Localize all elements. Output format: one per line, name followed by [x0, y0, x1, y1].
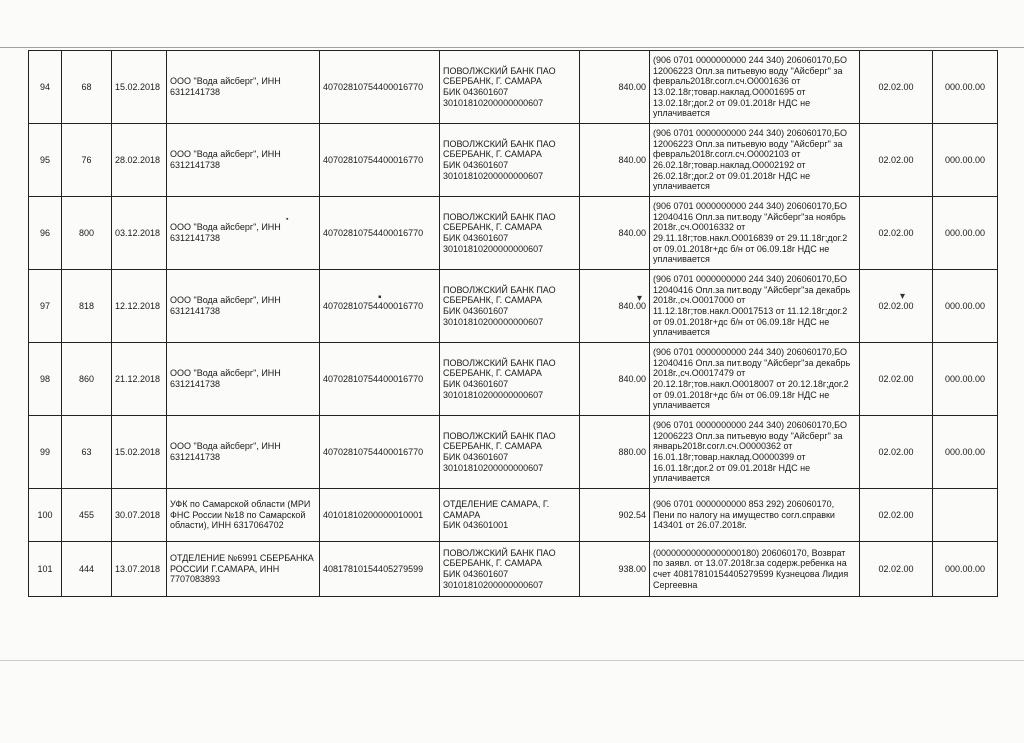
- payment-date: 21.12.2018: [112, 343, 167, 416]
- bank-corr-account: 30101810200000000607: [443, 170, 544, 181]
- bank-details: [440, 124, 580, 197]
- table-row: [29, 51, 998, 124]
- bank-details: [440, 270, 580, 343]
- row-number: 96: [29, 197, 62, 270]
- payment-purpose: (00000000000000000180) 206060170, Возврат по заявл. от 13.07.2018г.за содерж.ребенка на счет 40817810154405279599 Кузнецова Лидия Сергеевна: [650, 542, 860, 597]
- bank-details: [440, 343, 580, 416]
- bank-bik: БИК 043601607: [443, 87, 509, 97]
- payee-account: 40817810154405279599: [320, 542, 440, 597]
- table-row: [29, 124, 998, 197]
- bank-bik: БИК 043601607: [443, 569, 509, 579]
- payment-register-table: [28, 50, 998, 597]
- payment-purpose: (906 0701 0000000000 244 340) 206060170,БО 12040416 Опл.за пит.воду "Айсберг"за ноябрь 2018г.,сч.О0016332 от 29.11.18г;тов.накл.О0016839 от 29.11.18г;дог.2 от 09.01.2018г+дс б/н от 06.09.18г НДС не уплачивается: [650, 197, 860, 270]
- bank-details: [440, 489, 580, 542]
- row-number: 98: [29, 343, 62, 416]
- payee-account: 40702810754400016770: [320, 197, 440, 270]
- table-row: [29, 270, 998, 343]
- table-row: [29, 197, 998, 270]
- payment-purpose: (906 0701 0000000000 244 340) 206060170,БО 12006223 Опл.за питьевую воду "Айсберг" за февраль2018г.согл.сч.О0002103 от 26.02.18г;товар.наклад.О0002192 от 26.02.18г;дог.2 от 09.01.2018г НДС не уплачивается: [650, 124, 860, 197]
- bank-name: ПОВОЛЖСКИЙ БАНК ПАО: [443, 65, 556, 76]
- bank-city: СБЕРБАНК, Г. САМАРА: [443, 295, 542, 306]
- scan-speck: ▪: [286, 216, 289, 223]
- payee: ООО "Вода айсберг", ИНН 6312141738: [167, 51, 320, 124]
- scan-edge-line: [0, 660, 1024, 661]
- return-code: 000.00.00: [933, 124, 998, 197]
- payment-date: 03.12.2018: [112, 197, 167, 270]
- scan-edge-line: [0, 47, 1024, 48]
- payee: ООО "Вода айсберг", ИНН 6312141738: [167, 197, 320, 270]
- bank-corr-account: 30101810200000000607: [443, 462, 544, 473]
- document-number: 800: [62, 197, 112, 270]
- row-number: 100: [29, 489, 62, 542]
- return-code: 000.00.00: [933, 542, 998, 597]
- payment-date: 12.12.2018: [112, 270, 167, 343]
- bank-name: ОТДЕЛЕНИЕ САМАРА, Г.: [443, 499, 550, 510]
- payee-account: 40702810754400016770: [320, 51, 440, 124]
- bank-bik: БИК 043601607: [443, 452, 509, 462]
- bank-corr-account: 30101810200000000607: [443, 243, 544, 254]
- bank-bik: БИК 043601607: [443, 379, 509, 389]
- row-number: 99: [29, 416, 62, 489]
- payee-account: 40702810754400016770: [320, 343, 440, 416]
- payment-date: 15.02.2018: [112, 416, 167, 489]
- bank-details: [440, 51, 580, 124]
- bank-details: [440, 416, 580, 489]
- payee-account: 40702810754400016770: [320, 124, 440, 197]
- bank-name: ПОВОЛЖСКИЙ БАНК ПАО: [443, 357, 556, 368]
- payee: УФК по Самарской области (МРИ ФНС России №18 по Самарской области), ИНН 6317064702: [167, 489, 320, 542]
- bank-city: СБЕРБАНК, Г. САМАРА: [443, 441, 542, 452]
- bank-name: ПОВОЛЖСКИЙ БАНК ПАО: [443, 284, 556, 295]
- payment-amount: 840.00: [580, 51, 650, 124]
- payment-amount: 840.00: [580, 343, 650, 416]
- document-number: 76: [62, 124, 112, 197]
- return-code: 000.00.00: [933, 197, 998, 270]
- payment-purpose: (906 0701 0000000000 853 292) 206060170, Пени по налогу на имущество согл.справки 143401 от 26.07.2018г.: [650, 489, 860, 542]
- bank-city: СБЕРБАНК, Г. САМАРА: [443, 149, 542, 160]
- budget-code: 02.02.00: [860, 51, 933, 124]
- return-code: 000.00.00: [933, 416, 998, 489]
- table-row: [29, 343, 998, 416]
- bank-name: ПОВОЛЖСКИЙ БАНК ПАО: [443, 138, 556, 149]
- table-row: [29, 489, 998, 542]
- document-number: 68: [62, 51, 112, 124]
- payment-date: 15.02.2018: [112, 51, 167, 124]
- payee-account: 40101810200000010001: [320, 489, 440, 542]
- payment-purpose: (906 0701 0000000000 244 340) 206060170,БО 12006223 Опл.за питьевую воду "Айсберг" за февраль2018г.согл.сч.О0001636 от 13.02.18г;товар.наклад.О0001695 от 13.02.18г;дог.2 от 09.01.2018г НДС не уплачивается: [650, 51, 860, 124]
- return-code: 000.00.00: [933, 51, 998, 124]
- document-number: 818: [62, 270, 112, 343]
- return-code: 000.00.00: [933, 343, 998, 416]
- return-code: [933, 489, 998, 542]
- bank-city: СБЕРБАНК, Г. САМАРА: [443, 76, 542, 87]
- payment-date: 13.07.2018: [112, 542, 167, 597]
- payment-date: 30.07.2018: [112, 489, 167, 542]
- document-number: 860: [62, 343, 112, 416]
- payment-amount: 840.00: [580, 197, 650, 270]
- table-row: [29, 542, 998, 597]
- payee: ООО "Вода айсберг", ИНН 6312141738: [167, 416, 320, 489]
- row-number: 101: [29, 542, 62, 597]
- bank-corr-account: 30101810200000000607: [443, 97, 544, 108]
- payment-amount: 938.00: [580, 542, 650, 597]
- return-code: 000.00.00: [933, 270, 998, 343]
- bank-bik: БИК 043601607: [443, 160, 509, 170]
- payee: ООО "Вода айсберг", ИНН 6312141738: [167, 124, 320, 197]
- bank-bik: БИК 043601607: [443, 306, 509, 316]
- payment-amount: 902.54: [580, 489, 650, 542]
- payment-amount: 840.00: [580, 124, 650, 197]
- budget-code: 02.02.00: [860, 416, 933, 489]
- document-number: 444: [62, 542, 112, 597]
- budget-code: 02.02.00: [860, 124, 933, 197]
- bank-details: [440, 197, 580, 270]
- row-number: 94: [29, 51, 62, 124]
- payment-purpose: (906 0701 0000000000 244 340) 206060170,БО 12040416 Опл.за пит.воду "Айсберг"за декабрь 2018г.,сч.О0017479 от 20.12.18г;тов.накл.О0018007 от 20.12.18г;дог.2 от 09.01.2018г+дс б/н от 06.09.18г НДС не уплачивается: [650, 343, 860, 416]
- bank-name: ПОВОЛЖСКИЙ БАНК ПАО: [443, 430, 556, 441]
- bank-corr-account: 30101810200000000607: [443, 579, 544, 590]
- scan-speck: ▾: [637, 293, 643, 304]
- row-number: 97: [29, 270, 62, 343]
- payee: ООО "Вода айсберг", ИНН 6312141738: [167, 270, 320, 343]
- scan-speck: ▾: [900, 291, 906, 302]
- payee: ОТДЕЛЕНИЕ №6991 СБЕРБАНКА РОССИИ Г.САМАРА, ИНН 7707083893: [167, 542, 320, 597]
- row-number: 95: [29, 124, 62, 197]
- budget-code: 02.02.00: [860, 489, 933, 542]
- payment-purpose: (906 0701 0000000000 244 340) 206060170,БО 12040416 Опл.за пит.воду "Айсберг"за декабрь 2018г.,сч.О0017000 от 11.12.18г;тов.накл.О0017513 от 11.12.18г;дог.2 от 09.01.2018г+дс б/н от 06.09.18г НДС не уплачивается: [650, 270, 860, 343]
- bank-details: [440, 542, 580, 597]
- budget-code: 02.02.00: [860, 197, 933, 270]
- bank-corr-account: 30101810200000000607: [443, 389, 544, 400]
- payee-account: 40702810754400016770: [320, 416, 440, 489]
- bank-city: СБЕРБАНК, Г. САМАРА: [443, 368, 542, 379]
- scan-speck: ▪: [378, 292, 382, 303]
- bank-corr-account: 30101810200000000607: [443, 316, 544, 327]
- document-number: 63: [62, 416, 112, 489]
- bank-bik: БИК 043601001: [443, 520, 509, 531]
- bank-city: СБЕРБАНК, Г. САМАРА: [443, 222, 542, 233]
- bank-city: САМАРА: [443, 509, 481, 520]
- bank-name: ПОВОЛЖСКИЙ БАНК ПАО: [443, 547, 556, 558]
- budget-code: 02.02.00: [860, 270, 933, 343]
- payment-amount: 880.00: [580, 416, 650, 489]
- document-number: 455: [62, 489, 112, 542]
- payment-purpose: (906 0701 0000000000 244 340) 206060170,БО 12006223 Опл.за питьевую воду "Айсберг" за январь2018г.согл.сч.О0000362 от 16.01.18г;товар.наклад.О0000399 от 16.01.18г;дог.2 от 09.01.2018г НДС не уплачивается: [650, 416, 860, 489]
- payee-account: 40702810754400016770: [320, 270, 440, 343]
- bank-name: ПОВОЛЖСКИЙ БАНК ПАО: [443, 211, 556, 222]
- bank-city: СБЕРБАНК, Г. САМАРА: [443, 558, 542, 569]
- table-row: [29, 416, 998, 489]
- bank-bik: БИК 043601607: [443, 233, 509, 243]
- payment-amount: 840.00: [580, 270, 650, 343]
- payee: ООО "Вода айсберг", ИНН 6312141738: [167, 343, 320, 416]
- payment-date: 28.02.2018: [112, 124, 167, 197]
- budget-code: 02.02.00: [860, 542, 933, 597]
- budget-code: 02.02.00: [860, 343, 933, 416]
